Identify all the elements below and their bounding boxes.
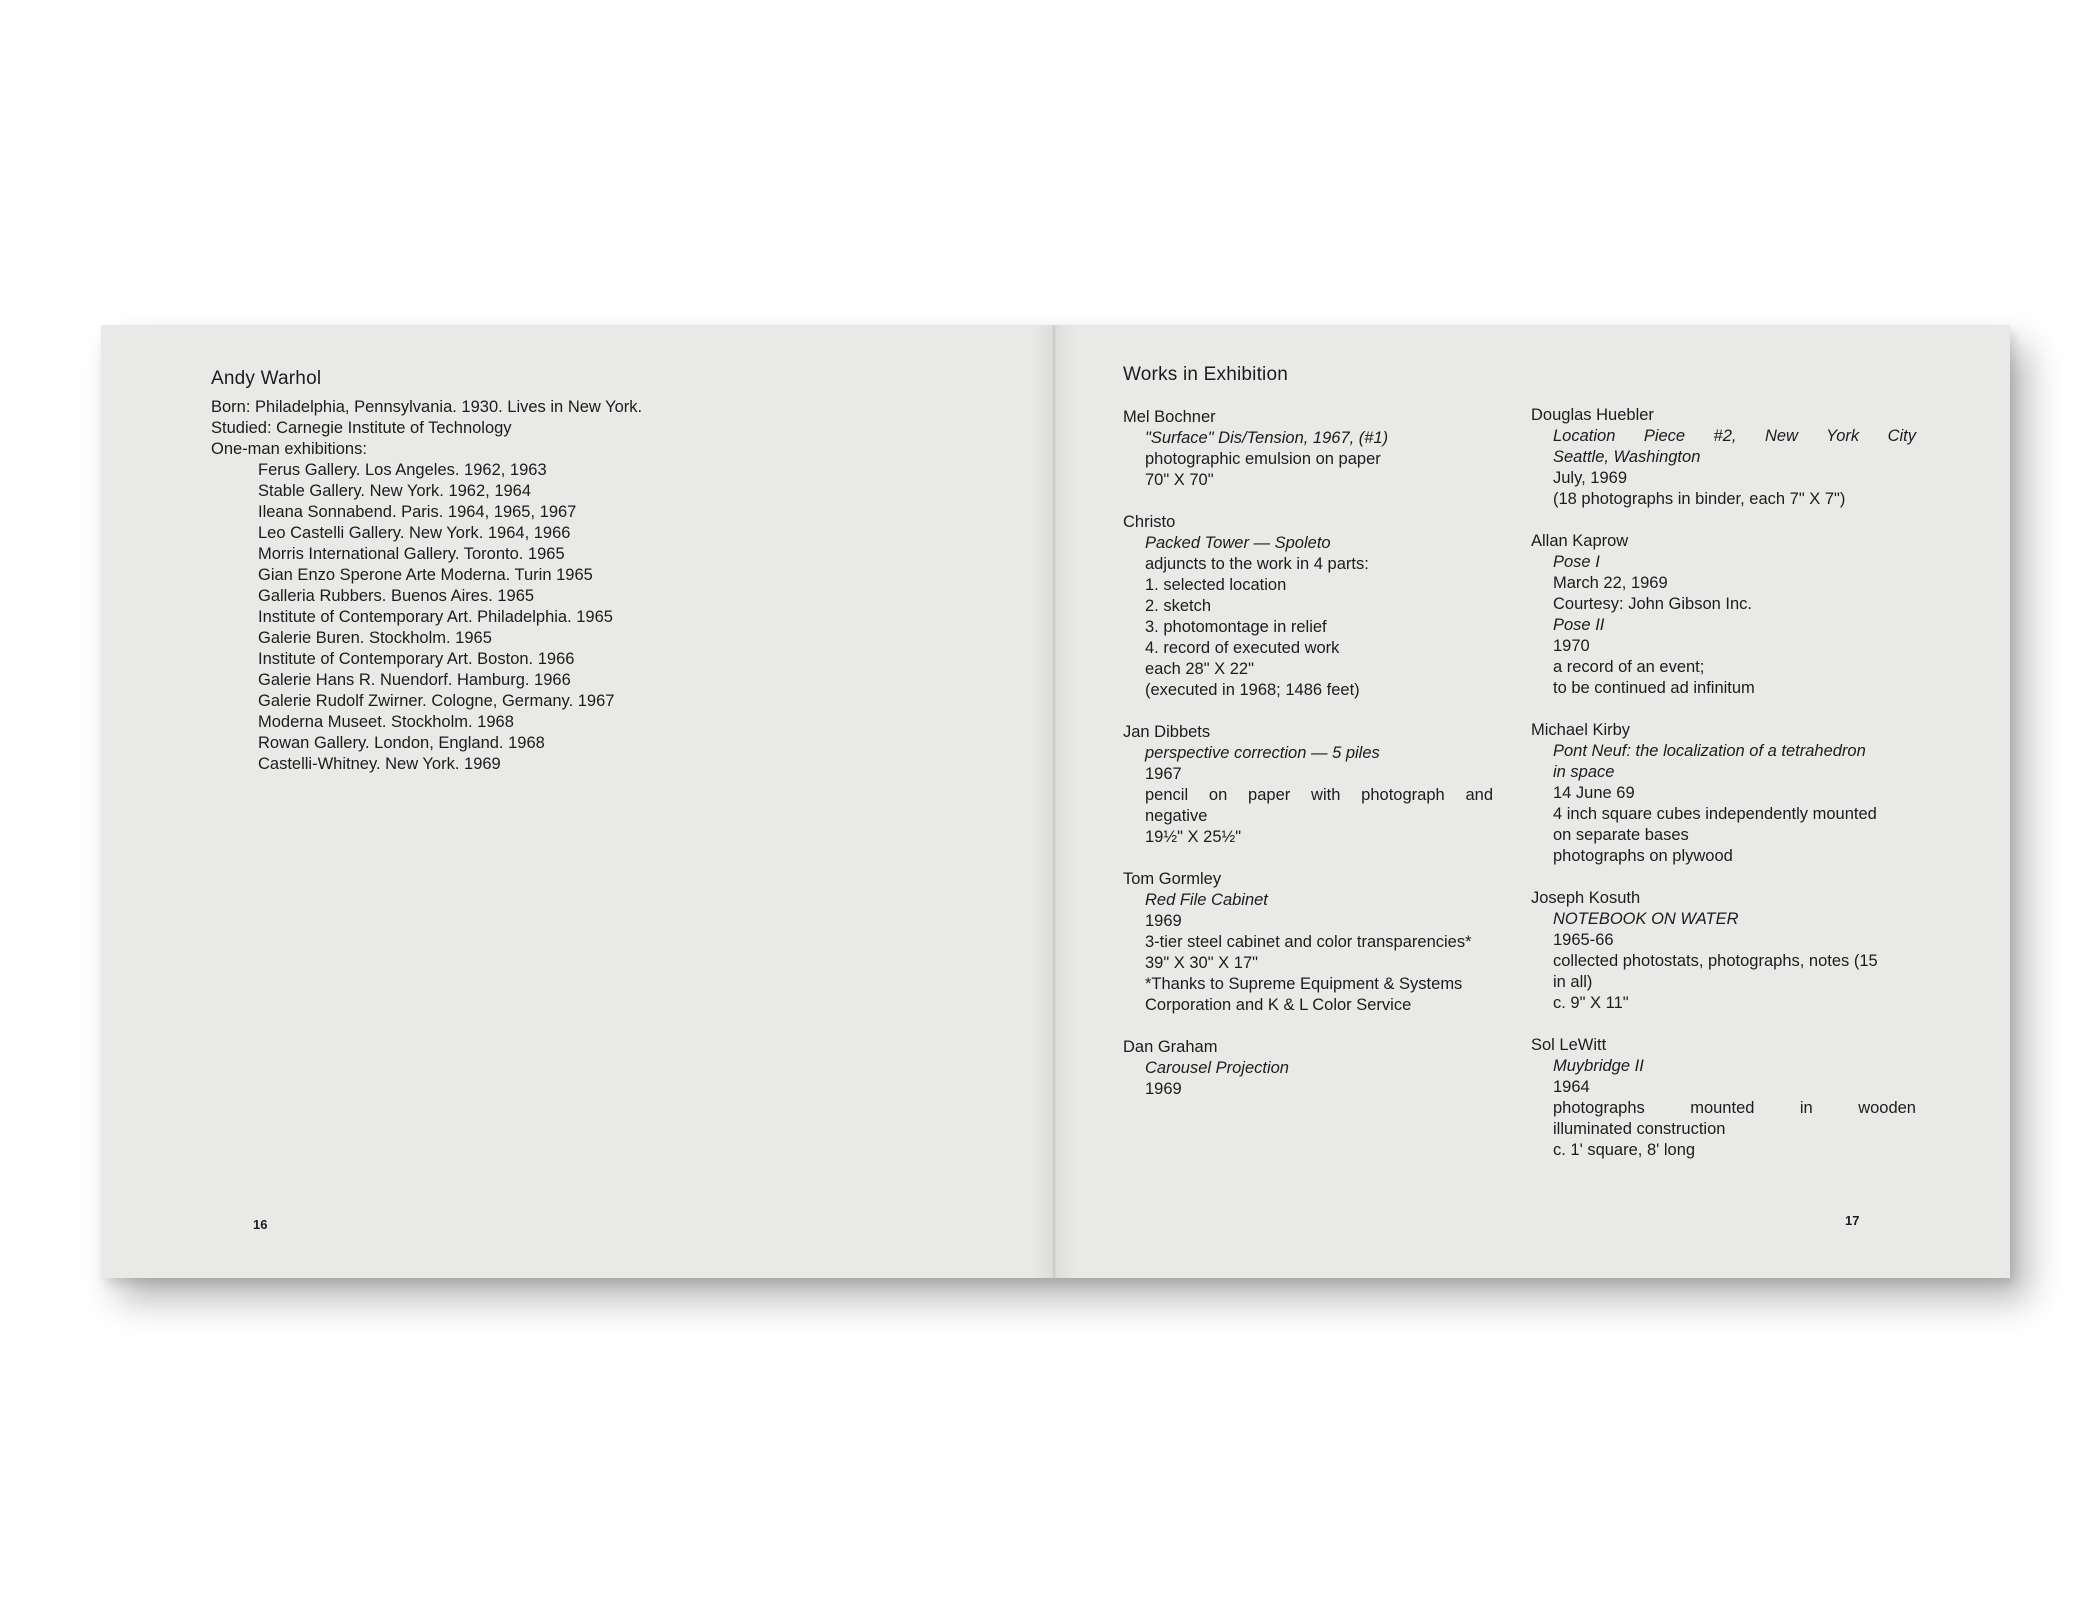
artist-name: Andy Warhol	[211, 368, 322, 389]
work-title: Packed Tower — Spoleto	[1145, 534, 1331, 552]
work-description: to be continued ad infinitum	[1553, 679, 1755, 697]
artist-name: Tom Gormley	[1123, 870, 1222, 888]
entry-kaprow	[1531, 531, 1916, 699]
exhibition-item: Morris International Gallery. Toronto. 1965	[258, 545, 565, 563]
work-title: Muybridge II	[1553, 1057, 1644, 1075]
artist-name: Douglas Huebler	[1531, 406, 1654, 424]
work-medium: photographs on plywood	[1553, 847, 1733, 865]
exhibition-item: Stable Gallery. New York. 1962, 1964	[258, 482, 532, 500]
work-medium: in all)	[1553, 973, 1593, 991]
studied-line: Studied: Carnegie Institute of Technology	[211, 419, 512, 437]
entry-gormley	[1123, 869, 1493, 1016]
entry-lewitt	[1531, 1035, 1916, 1161]
artist-name: Michael Kirby	[1531, 721, 1631, 739]
work-size: 39" X 30" X 17"	[1145, 954, 1258, 972]
exhibition-item: Ileana Sonnabend. Paris. 1964, 1965, 1967	[258, 503, 577, 521]
work-medium: 4 inch square cubes independently mounted	[1553, 805, 1877, 823]
work-medium: illuminated construction	[1553, 1120, 1726, 1138]
work-medium: negative	[1145, 807, 1208, 825]
work-year: 1967	[1145, 765, 1182, 783]
exhibition-item: Institute of Contemporary Art. Boston. 1966	[258, 650, 575, 668]
work-medium: photographic emulsion on paper	[1145, 450, 1381, 468]
work-date: July, 1969	[1553, 469, 1627, 487]
work-note: (executed in 1968; 1486 feet)	[1145, 681, 1360, 699]
exhibition-item: Galerie Hans R. Nuendorf. Hamburg. 1966	[258, 671, 571, 689]
exhibitions-label: One-man exhibitions:	[211, 440, 367, 458]
exhibition-item: Ferus Gallery. Los Angeles. 1962, 1963	[258, 461, 547, 479]
work-size: c. 1' square, 8' long	[1553, 1141, 1696, 1159]
artist-name: Allan Kaprow	[1531, 532, 1629, 550]
exhibition-item: Gian Enzo Sperone Arte Moderna. Turin 1965	[258, 566, 593, 584]
works-column-2	[1531, 405, 1916, 1161]
entry-kirby	[1531, 720, 1916, 867]
work-year: 1970	[1553, 637, 1590, 655]
entry-graham	[1123, 1037, 1493, 1100]
work-courtesy: Courtesy: John Gibson Inc.	[1553, 595, 1753, 613]
work-size: 19½" X 25½"	[1145, 828, 1242, 846]
work-title: "Surface" Dis/Tension, 1967, (#1)	[1145, 429, 1389, 447]
work-size: c. 9" X 11"	[1553, 994, 1629, 1012]
entry-christo	[1123, 512, 1493, 701]
exhibition-item: Galerie Rudolf Zwirner. Cologne, Germany. 1967	[258, 692, 615, 710]
work-medium: 3-tier steel cabinet and color transparencies*	[1145, 933, 1472, 951]
work-medium: pencil on paper with photograph and	[1145, 786, 1493, 804]
work-title: NOTEBOOK ON WATER	[1553, 910, 1739, 928]
page-title: Works in Exhibition	[1123, 364, 1289, 385]
work-part: 1. selected location	[1145, 576, 1287, 594]
work-year: 1965-66	[1553, 931, 1614, 949]
work-title: Carousel Projection	[1145, 1059, 1289, 1077]
work-year: 1969	[1145, 1080, 1182, 1098]
artist-name: Jan Dibbets	[1123, 723, 1211, 741]
work-title: Pose II	[1553, 616, 1605, 634]
exhibition-item: Rowan Gallery. London, England. 1968	[258, 734, 545, 752]
work-date: March 22, 1969	[1553, 574, 1668, 592]
exhibition-item: Institute of Contemporary Art. Philadelphia. 1965	[258, 608, 613, 626]
entry-dibbets	[1123, 722, 1493, 848]
book-spread	[101, 325, 2010, 1278]
work-title: Location Piece #2, New York City	[1553, 427, 1916, 445]
work-title: Seattle, Washington	[1553, 448, 1701, 466]
work-title: perspective correction — 5 piles	[1145, 744, 1380, 762]
work-part: 3. photomontage in relief	[1145, 618, 1327, 636]
born-line: Born: Philadelphia, Pennsylvania. 1930. Lives in New York.	[211, 398, 643, 416]
work-year: 1969	[1145, 912, 1182, 930]
work-size: 70" X 70"	[1145, 471, 1214, 489]
works-column-1	[1123, 407, 1493, 1100]
work-medium: collected photostats, photographs, notes (15	[1553, 952, 1878, 970]
work-description: a record of an event;	[1553, 658, 1705, 676]
entry-bochner	[1123, 407, 1493, 491]
artist-name: Sol LeWitt	[1531, 1036, 1607, 1054]
exhibition-item: Galerie Buren. Stockholm. 1965	[258, 629, 492, 647]
work-note: Corporation and K & L Color Service	[1145, 996, 1412, 1014]
exhibition-item: Castelli-Whitney. New York. 1969	[258, 755, 501, 773]
book-gutter	[1032, 325, 1076, 1278]
entry-huebler	[1531, 405, 1916, 510]
exhibition-item: Moderna Museet. Stockholm. 1968	[258, 713, 514, 731]
work-part: 4. record of executed work	[1145, 639, 1340, 657]
exhibition-item: Leo Castelli Gallery. New York. 1964, 1966	[258, 524, 571, 542]
work-date: 14 June 69	[1553, 784, 1635, 802]
work-year: 1964	[1553, 1078, 1590, 1096]
work-medium: photographs mounted in wooden	[1553, 1099, 1916, 1117]
work-note: *Thanks to Supreme Equipment & Systems	[1145, 975, 1463, 993]
artist-name: Christo	[1123, 513, 1176, 531]
artist-name: Dan Graham	[1123, 1038, 1218, 1056]
page-number-right: 17	[1845, 1213, 1860, 1228]
work-title: in space	[1553, 763, 1615, 781]
work-note: (18 photographs in binder, each 7" X 7")	[1553, 490, 1846, 508]
work-title: Pose I	[1553, 553, 1600, 571]
entry-kosuth	[1531, 888, 1916, 1014]
artist-biography	[211, 397, 642, 775]
work-description: adjuncts to the work in 4 parts:	[1145, 555, 1369, 573]
work-title: Pont Neuf: the localization of a tetrahedron	[1553, 742, 1866, 760]
work-title: Red File Cabinet	[1145, 891, 1268, 909]
exhibition-list	[211, 460, 642, 775]
artist-name: Mel Bochner	[1123, 408, 1216, 426]
work-size: each 28" X 22"	[1145, 660, 1254, 678]
artist-name: Joseph Kosuth	[1531, 889, 1641, 907]
page-number-left: 16	[253, 1217, 268, 1232]
exhibition-item: Galleria Rubbers. Buenos Aires. 1965	[258, 587, 535, 605]
work-part: 2. sketch	[1145, 597, 1212, 615]
work-medium: on separate bases	[1553, 826, 1689, 844]
